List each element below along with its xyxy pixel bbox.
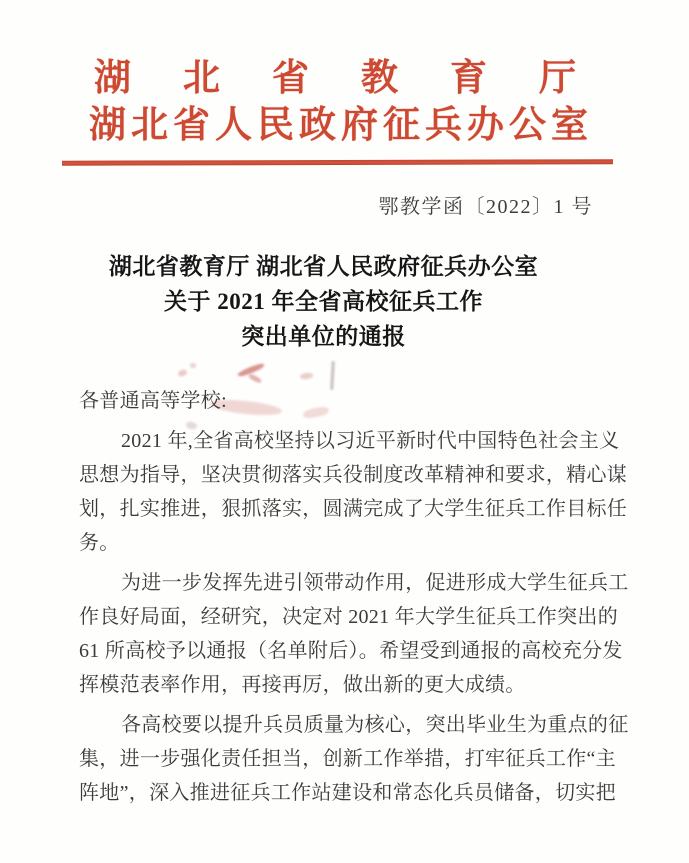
title-line-3: 突出单位的通报 [241,324,406,349]
title-line-1: 湖北省教育厅 湖北省人民政府征兵办公室 [108,254,539,279]
red-divider-rule [62,159,613,165]
seal-mark [237,362,265,378]
salutation: 各普通高等学校: [79,390,227,412]
document-title [0,249,647,354]
paragraph-2 [79,566,629,702]
body-line: 作良好局面，经研究，决定对 2021 年大学生征兵工作突出的 [79,606,618,628]
title-line-2: 关于 2021 年全省高校征兵工作 [164,289,483,314]
body-line: 集，进一步强化责任担当，创新工作举措，打牢征兵工作“主 [79,748,616,770]
body-line: 划，扎实推进，狠抓落实，圆满完成了大学生征兵工作目标任 [79,498,628,520]
issuing-org-line2: 湖北省人民政府征兵办公室 [89,105,593,146]
body-line: 2021 年,全省高校坚持以习近平新时代中国特色社会主义 [121,430,620,452]
issuing-org-line1: 湖北省教育厅 [94,58,628,99]
body-line: 务。 [79,532,120,554]
body-line: 思想为指导，坚决贯彻落实兵役制度改革精神和要求，精心谋 [79,464,628,486]
body-line: 阵地”，深入推进征兵工作站建设和常态化兵员储备，切实把 [79,782,616,804]
paragraph-1 [79,424,628,560]
seal-mark [248,373,263,384]
seal-mark [190,363,196,368]
seal-mark [177,369,187,377]
body-line: 为进一步发挥先进引领带动作用，促进形成大学生征兵工 [121,572,629,594]
body-line: 挥模范表率作用，再接再厉，做出新的更大成绩。 [79,674,526,696]
body-line: 各高校要以提升兵员质量为核心，突出毕业生为重点的征 [121,714,629,736]
document-body [79,384,629,810]
seal-mark [300,372,314,380]
body-line: 61 所高校予以通报（名单附后）。希望受到通报的高校充分发 [79,640,623,662]
paragraph-3 [79,708,629,810]
document-number: 鄂教学函〔2022〕1 号 [378,196,593,218]
